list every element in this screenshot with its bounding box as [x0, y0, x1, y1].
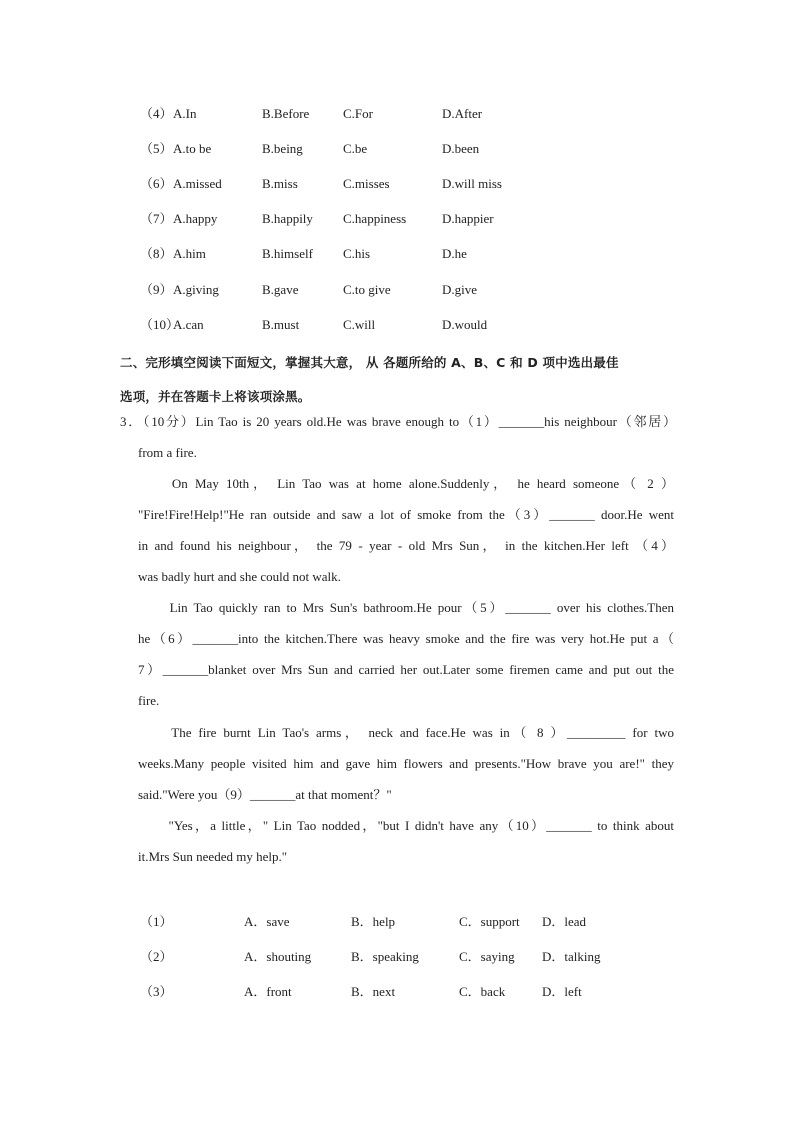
answer-c: C．back	[459, 984, 506, 999]
passage-line: in and found his neighbour， the 79 - year - old Mrs Sun， in the kitchen.Her left （4）	[138, 538, 674, 553]
option-number: （4）	[140, 106, 173, 121]
section-heading-line-1: 二、完形填空阅读下面短文，掌握其大意， 从 各题所给的 A、B、C 和 D 项中选出最佳	[120, 355, 619, 370]
option-d: D.happier	[442, 211, 494, 226]
option-b: B.gave	[262, 282, 299, 297]
passage-line: 7）_______blanket over Mrs Sun and carried her out.Later some firemen came and put out the	[138, 662, 674, 677]
option-b: B.must	[262, 317, 300, 332]
passage-line: it.Mrs Sun needed my help."	[138, 849, 288, 864]
option-a: A.In	[173, 106, 197, 121]
option-c: C.his	[343, 246, 371, 261]
option-a: A.giving	[173, 282, 219, 297]
option-a: A.missed	[173, 176, 222, 191]
option-b: B.being	[262, 141, 303, 156]
option-c: C.For	[343, 106, 373, 121]
option-d: D.been	[442, 141, 480, 156]
option-b: B.Before	[262, 106, 310, 121]
option-b: B.miss	[262, 176, 298, 191]
option-c: C.will	[343, 317, 376, 332]
passage-line: "Yes，a little，" Lin Tao nodded，"but I didn't have any（10）_______ to think about	[138, 818, 674, 833]
answer-c: C．support	[459, 914, 520, 929]
option-c: C.be	[343, 141, 368, 156]
option-d: D.he	[442, 246, 467, 261]
answer-d: D．talking	[542, 949, 601, 964]
answer-number: （2）	[140, 949, 173, 964]
answer-number: （3）	[140, 984, 173, 999]
option-number: （10）	[140, 317, 180, 332]
option-d: D.give	[442, 282, 478, 297]
passage-line: was badly hurt and she could not walk.	[138, 569, 341, 584]
answer-number: （1）	[140, 914, 173, 929]
passage-line: Lin Tao quickly ran to Mrs Sun's bathroom.He pour（5）_______ over his clothes.Then	[138, 600, 674, 615]
option-number: （6）	[140, 176, 173, 191]
passage-line: fire.	[138, 693, 160, 708]
option-b: B.himself	[262, 246, 313, 261]
answer-d: D．lead	[542, 914, 587, 929]
answer-b: B．help	[351, 914, 396, 929]
question-stem: 3．（10分）Lin Tao is 20 years old.He was brave enough to（1）_______his neighbour（邻居）	[120, 414, 676, 429]
answer-a: A．front	[244, 984, 292, 999]
passage-line: he（6）_______into the kitchen.There was heavy smoke and the fire was very hot.He put a（	[138, 631, 674, 646]
option-c: C.misses	[343, 176, 390, 191]
option-d: D.would	[442, 317, 488, 332]
passage-line: The fire burnt Lin Tao's arms， neck and face.He was in（ 8 ）_________ for two	[138, 725, 674, 740]
option-number: （5）	[140, 141, 173, 156]
option-number: （9）	[140, 282, 173, 297]
option-d: D.will miss	[442, 176, 502, 191]
option-a: A.him	[173, 246, 206, 261]
option-c: C.happiness	[343, 211, 407, 226]
answer-a: A．save	[244, 914, 290, 929]
answer-b: B．speaking	[351, 949, 419, 964]
passage-line: "Fire!Fire!Help!"He ran outside and saw a lot of smoke from the（3）_______ door.He went	[138, 507, 674, 522]
option-a: A.to be	[173, 141, 212, 156]
passage-line: On May 10th， Lin Tao was at home alone.Suddenly， he heard someone（ 2 ）	[138, 476, 674, 491]
section-heading	[120, 346, 676, 414]
option-number: （8）	[140, 246, 173, 261]
passage-line: weeks.Many people visited him and gave him flowers and presents."How brave you are!" they	[138, 756, 674, 771]
answer-a: A．shouting	[244, 949, 312, 964]
section-heading-line-2: 选项，并在答题卡上将该项涂黑。	[120, 389, 311, 404]
answer-c: C．saying	[459, 949, 515, 964]
option-c: C.to give	[343, 282, 391, 297]
option-d: D.After	[442, 106, 483, 121]
option-a: A.happy	[173, 211, 218, 226]
option-a: A.can	[173, 317, 204, 332]
option-b: B.happily	[262, 211, 313, 226]
option-number: （7）	[140, 211, 173, 226]
answer-d: D．left	[542, 984, 582, 999]
passage-line: from a fire.	[138, 445, 197, 460]
passage-line: said."Were you（9）_______at that moment？"	[138, 787, 392, 802]
answer-b: B．next	[351, 984, 396, 999]
